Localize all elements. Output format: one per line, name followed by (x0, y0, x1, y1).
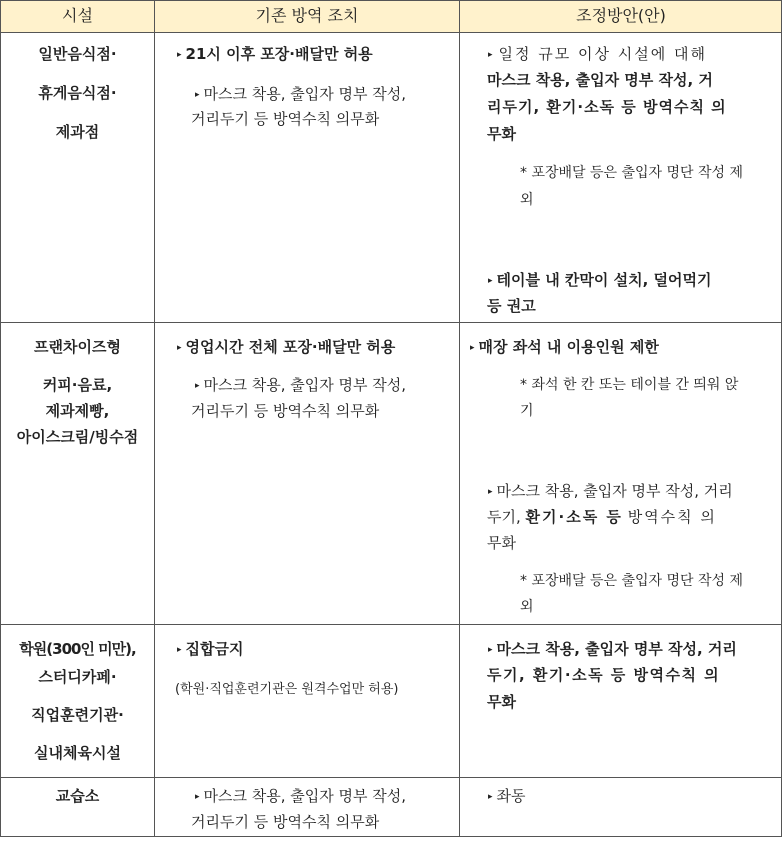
existing-cell (155, 323, 459, 623)
proposal-line (488, 479, 733, 507)
existing-cell (155, 36, 459, 322)
proposal-line: 등 권고 (487, 297, 536, 315)
proposal-line: 두기, 환기·소독 등 방역수칙 의 (487, 666, 721, 684)
proposal-line (470, 335, 659, 363)
facility-line: 실내체육시설 (34, 744, 121, 762)
proposal-text-bold: 환기·소독 등 (525, 508, 623, 526)
proposal-line: 리두기, 환기·소독 등 방역수칙 의 (487, 98, 727, 116)
bullet-icon: ▸ (488, 645, 493, 655)
grid-line (781, 0, 782, 837)
proposal-note: * 좌석 한 칸 또는 테이블 간 띄워 앉 (520, 377, 739, 393)
header-cell-proposal (460, 0, 782, 32)
proposal-note: 외 (520, 192, 534, 208)
bullet-icon: ▸ (177, 645, 182, 655)
proposal-text: 마스크 착용, 출입자 명부 작성, 거리 (496, 640, 737, 658)
proposal-text: 매장 좌석 내 이용인원 제한 (478, 338, 659, 356)
bullet-icon: ▸ (195, 90, 200, 100)
proposal-line (488, 268, 712, 296)
proposal-line: 마스크 착용, 출입자 명부 작성, 거 (487, 71, 713, 89)
existing-main-text: 21시 이후 포장·배달만 허용 (185, 45, 373, 63)
grid-line (0, 32, 782, 33)
existing-cell (155, 625, 459, 777)
proposal-text: 좌동 (496, 787, 526, 805)
existing-sub (195, 82, 406, 110)
proposal-note: 기 (520, 403, 534, 419)
proposal-line (487, 505, 717, 530)
existing-main (177, 42, 373, 70)
proposal-line (488, 784, 526, 812)
existing-main (177, 335, 395, 363)
proposal-text: 마스크 착용, 출입자 명부 작성, 거리 (496, 482, 733, 500)
grid-line (0, 0, 782, 1)
bullet-icon: ▸ (470, 343, 475, 353)
proposal-text: 방역수칙 의 (627, 508, 717, 526)
proposal-cell (460, 36, 781, 322)
header-existing: 기존 방역 조치 (255, 6, 359, 25)
bullet-icon: ▸ (177, 343, 182, 353)
existing-main-text: 영업시간 전체 포장·배달만 허용 (185, 338, 396, 356)
proposal-line: 무화 (487, 693, 516, 711)
facility-line: 프랜차이즈형 (34, 338, 121, 356)
proposal-line (488, 42, 707, 70)
proposal-cell (460, 323, 781, 623)
facility-line: 휴게음식점· (38, 84, 117, 102)
existing-sub-text: 거리두기 등 방역수칙 의무화 (191, 402, 380, 420)
header-cell-facility (1, 0, 154, 32)
bullet-icon: ▸ (195, 792, 200, 802)
facility-line: 일반음식점· (38, 45, 117, 63)
existing-sub-text: (학원·직업훈련기관은 원격수업만 허용) (175, 682, 399, 697)
existing-main (177, 637, 244, 665)
bullet-icon: ▸ (195, 381, 200, 391)
bullet-icon: ▸ (177, 50, 182, 60)
existing-cell (155, 778, 459, 836)
existing-sub-text: 거리두기 등 방역수칙 의무화 (191, 813, 380, 831)
proposal-note: * 포장배달 등은 출입자 명단 작성 제 (520, 165, 744, 181)
facility-line: 제과점 (55, 123, 100, 141)
proposal-note: 외 (520, 599, 534, 615)
proposal-text: 일정 규모 이상 시설에 대해 (498, 45, 707, 63)
header-proposal: 조정방안(안) (576, 6, 666, 25)
proposal-text: 테이블 내 칸막이 설치, 덜어먹기 (496, 271, 712, 289)
facility-line: 교습소 (55, 787, 100, 805)
bullet-icon: ▸ (488, 792, 493, 802)
facility-line: 제과제빵, (45, 402, 110, 420)
facility-line: 아이스크림/빙수점 (16, 428, 139, 446)
existing-sub (195, 784, 406, 812)
header-cell-existing (155, 0, 459, 32)
facility-line: 커피·음료, (42, 376, 113, 394)
header-facility: 시설 (62, 6, 93, 25)
existing-sub-text: 마스크 착용, 출입자 명부 작성, (203, 787, 407, 805)
grid-line (0, 836, 782, 837)
proposal-cell (460, 778, 781, 836)
existing-sub (195, 373, 406, 401)
proposal-note: * 포장배달 등은 출입자 명단 작성 제 (520, 573, 744, 589)
existing-sub-text: 마스크 착용, 출입자 명부 작성, (203, 85, 407, 103)
proposal-text: 두기, (487, 508, 521, 526)
existing-main-text: 집합금지 (185, 640, 244, 658)
bullet-icon: ▸ (488, 50, 495, 60)
facility-line: 학원(300인 미만), (19, 640, 136, 658)
facility-line: 스터디카페· (38, 668, 117, 686)
proposal-line: 무화 (487, 125, 516, 143)
existing-sub-text: 마스크 착용, 출입자 명부 작성, (203, 376, 407, 394)
proposal-line (488, 637, 737, 665)
bullet-icon: ▸ (488, 276, 493, 286)
proposal-line: 무화 (487, 534, 516, 552)
facility-line: 직업훈련기관· (31, 706, 124, 724)
existing-sub-text: 거리두기 등 방역수칙 의무화 (191, 110, 380, 128)
bullet-icon: ▸ (488, 487, 493, 497)
proposal-cell (460, 625, 781, 777)
